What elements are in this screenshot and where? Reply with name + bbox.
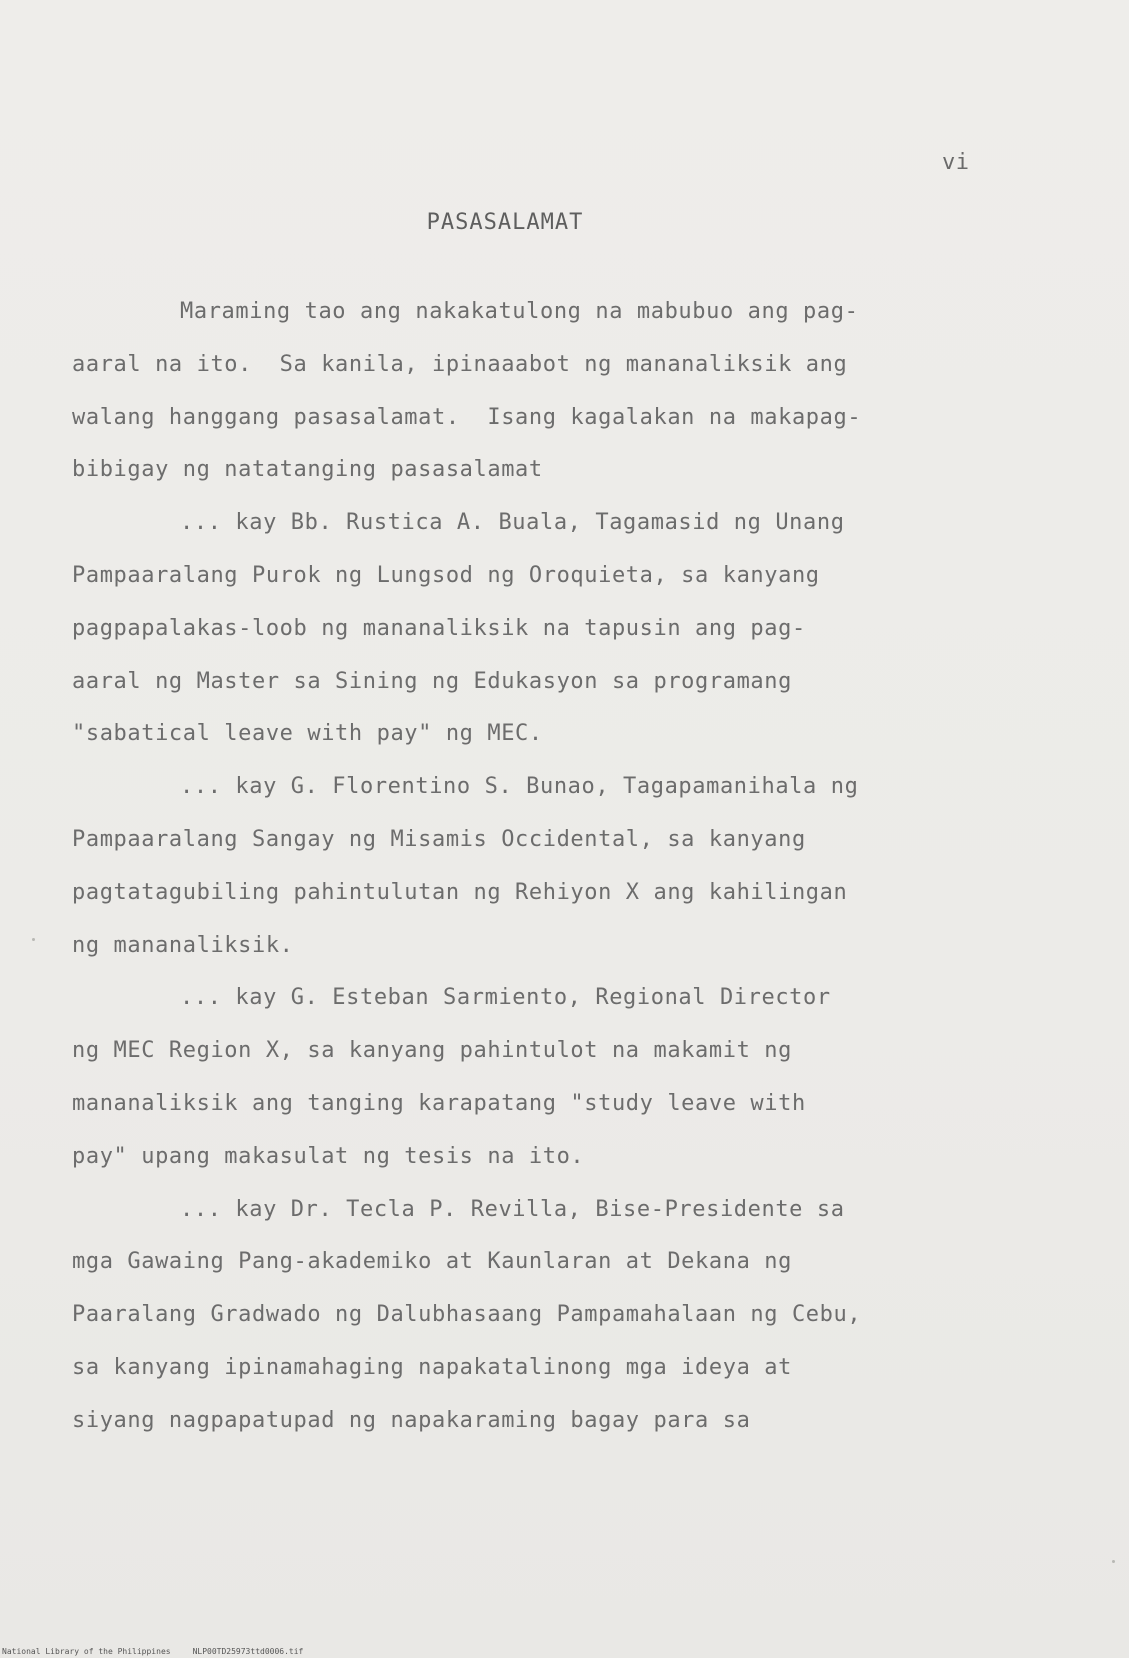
paper-speck (1112, 1560, 1115, 1563)
acknowledgment-body (72, 286, 972, 1448)
text-line: sa kanyang ipinamahaging napakatalinong mga ideya at (72, 1354, 792, 1380)
text-line: ng mananaliksik. (72, 932, 294, 958)
text-line: mananaliksik ang tanging karapatang "study leave with (72, 1090, 806, 1116)
text-line: ... kay Dr. Tecla P. Revilla, Bise-Presidente sa (180, 1196, 845, 1222)
scan-footer (2, 1647, 303, 1657)
text-line: Paaralang Gradwado ng Dalubhasaang Pampamahalaan ng Cebu, (72, 1302, 862, 1328)
footer-file: NLP00TD25973ttd0006.tif (192, 1647, 304, 1656)
text-line: walang hanggang pasasalamat. Isang kagalakan na makapag- (72, 404, 862, 430)
text-line: mga Gawaing Pang-akademiko at Kaunlaran at Dekana ng (72, 1249, 792, 1275)
page-number: vi (942, 150, 970, 175)
page-title: PASASALAMAT (426, 210, 584, 235)
text-line: ... kay G. Florentino S. Bunao, Tagapamanihala ng (180, 774, 859, 800)
text-line: "sabatical leave with pay" ng MEC. (72, 721, 543, 747)
text-line: Pampaaralang Sangay ng Misamis Occidental, sa kanyang (72, 826, 806, 852)
footer-library: National Library of the Philippines (2, 1647, 171, 1656)
text-line: bibigay ng natatanging pasasalamat (72, 457, 543, 483)
text-line: siyang nagpapatupad ng napakaraming bagay para sa (72, 1407, 751, 1433)
text-line: Maraming tao ang nakakatulong na mabubuo ang pag- (180, 299, 859, 324)
text-line: aaral na ito. Sa kanila, ipinaaabot ng mananaliksik ang (72, 351, 848, 377)
text-line: ... kay Bb. Rustica A. Buala, Tagamasid ng Unang (180, 510, 845, 536)
text-line: ... kay G. Esteban Sarmiento, Regional Director (180, 985, 831, 1011)
paper-speck (32, 938, 35, 941)
text-line: pagtatagubiling pahintulutan ng Rehiyon X ang kahilingan (72, 879, 848, 905)
text-line: pay" upang makasulat ng tesis na ito. (72, 1143, 585, 1169)
text-line: Pampaaralang Purok ng Lungsod ng Oroquieta, sa kanyang (72, 562, 820, 588)
text-line: pagpapalakas-loob ng mananaliksik na tapusin ang pag- (72, 615, 806, 641)
text-line: aaral ng Master sa Sining ng Edukasyon sa programang (72, 668, 792, 694)
text-line: ng MEC Region X, sa kanyang pahintulot na makamit ng (72, 1038, 792, 1064)
